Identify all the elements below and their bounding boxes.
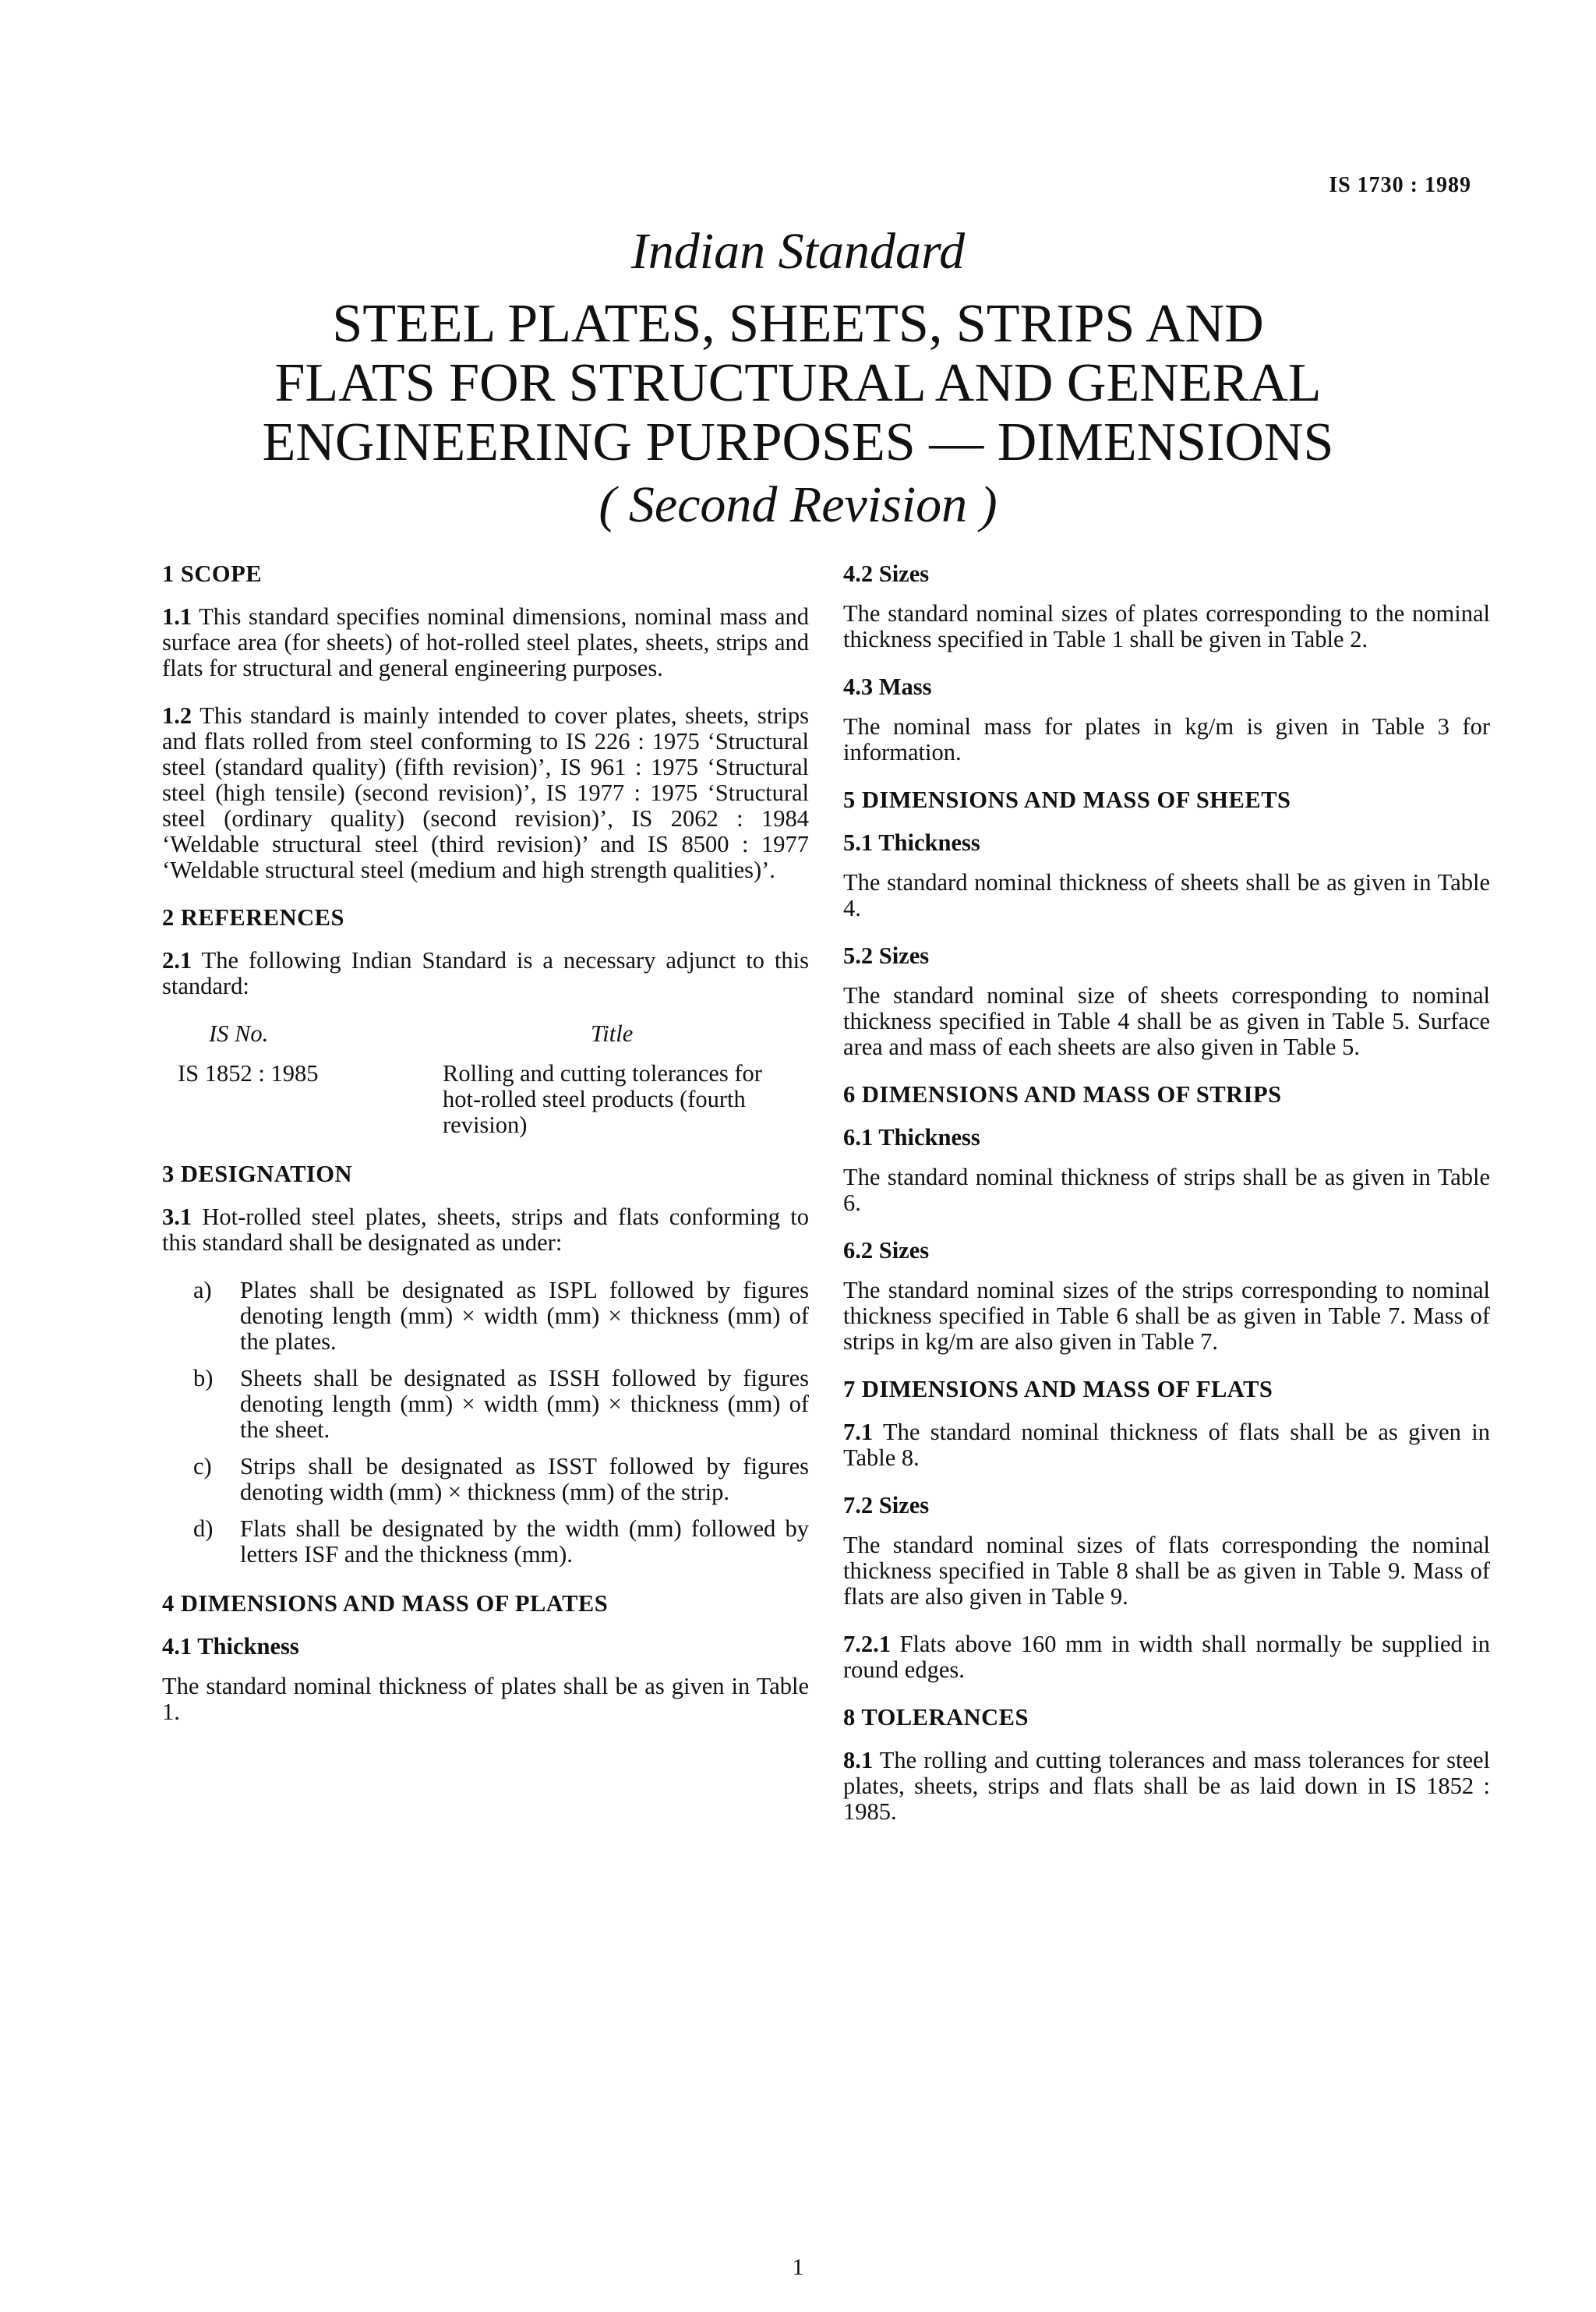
clause-1-2	[162, 703, 809, 883]
title-line-1: STEEL PLATES, SHEETS, STRIPS AND	[332, 294, 1264, 354]
clause-3-1	[162, 1204, 809, 1256]
clause-number: 1.1	[162, 603, 192, 630]
title-line-2: FLATS FOR STRUCTURAL AND GENERAL	[274, 353, 1322, 413]
subsection-heading-sheet-thickness: 5.1 Thickness	[843, 829, 980, 856]
clause-number: 1.2	[162, 702, 192, 729]
section-heading-references: 2 REFERENCES	[162, 904, 344, 931]
clause-number: 7.2.1	[843, 1631, 891, 1657]
clause-text: The rolling and cutting tolerances and mass tolerances for steel plates, sheets, strips and flats shall be as laid down in IS 1852 : 1985.	[843, 1747, 1491, 1825]
clause-number: 8.1	[843, 1747, 874, 1773]
clause-7-2-1	[843, 1631, 1490, 1683]
reference-number: IS 1852 : 1985	[178, 1060, 319, 1087]
section-heading-sheets: 5 DIMENSIONS AND MASS OF SHEETS	[843, 787, 1291, 813]
clause-number: 3.1	[162, 1204, 192, 1230]
references-table	[162, 1021, 809, 1138]
clause-7-1	[843, 1419, 1490, 1471]
section-heading-strips: 6 DIMENSIONS AND MASS OF STRIPS	[843, 1081, 1282, 1108]
clause-4-1: The standard nominal thickness of plates shall be as given in Table 1.	[162, 1673, 809, 1725]
subsection-heading-sheet-sizes: 5.2 Sizes	[843, 942, 930, 969]
clause-text: This standard is mainly intended to cover plates, sheets, strips and flats rolled from steel conforming to IS 226 : 1975 ‘Structural steel (standard quality) (fifth revision)’, IS 961 : 1975 ‘Structural steel (high tensile) (second revision)’, IS 1977 : 1975 ‘Structural steel (ordinary quality) (second revision)’, IS 2062 : 1984 ‘Weldable structural steel (third revision)’ and IS 8500 : 1977 ‘Weldable structural steel (medium and high strength qualities)’.	[162, 702, 810, 883]
column-header-title: Title	[591, 1020, 634, 1047]
list-item	[162, 1454, 809, 1505]
clause-4-2: The standard nominal sizes of plates corresponding to the nominal thickness specified in Table 1 shall be given in Table 2.	[843, 600, 1490, 652]
left-column	[162, 561, 809, 1747]
clause-text: This standard specifies nominal dimensions, nominal mass and surface area (for sheets) of hot-rolled steel plates, sheets, strips and flats for structural and general engineering purposes.	[162, 603, 809, 681]
list-item-label: c)	[193, 1453, 212, 1479]
list-item	[162, 1278, 809, 1355]
clause-text: The following Indian Standard is a necessary adjunct to this standard:	[162, 947, 809, 999]
page-number: 1	[792, 2254, 804, 2280]
document-title	[0, 295, 1596, 472]
clause-2-1	[162, 948, 809, 999]
clause-6-1: The standard nominal thickness of strips shall be as given in Table 6.	[843, 1164, 1490, 1216]
section-heading-flats: 7 DIMENSIONS AND MASS OF FLATS	[843, 1376, 1273, 1402]
clause-4-3: The nominal mass for plates in kg/m is given in Table 3 for information.	[843, 713, 1490, 765]
list-item-label: a)	[193, 1277, 212, 1303]
list-item-text: Flats shall be designated by the width (mm) followed by letters ISF and the thickness (mm).	[240, 1515, 809, 1568]
subsection-heading-plate-sizes: 4.2 Sizes	[843, 560, 930, 587]
table-row	[162, 1061, 809, 1138]
subsection-heading-plate-thickness: 4.1 Thickness	[162, 1633, 299, 1660]
list-item-text: Strips shall be designated as ISST followed by figures denoting width (mm) × thickness (mm) of the strip.	[240, 1453, 809, 1505]
revision-label: ( Second Revision )	[598, 476, 998, 533]
clause-number: 7.1	[843, 1419, 874, 1445]
column-header-is-no: IS No.	[209, 1020, 269, 1047]
list-item	[162, 1516, 809, 1568]
clause-7-2: The standard nominal sizes of flats corresponding the nominal thickness specified in Table 8 shall be as given in Table 9. Mass of flats are also given in Table 9.	[843, 1532, 1490, 1610]
right-column	[843, 561, 1490, 1847]
title-line-3: ENGINEERING PURPOSES — DIMENSIONS	[262, 412, 1334, 472]
standard-number: IS 1730 : 1989	[1329, 173, 1471, 197]
references-header-row	[162, 1021, 809, 1061]
subsection-heading-plate-mass: 4.3 Mass	[843, 673, 932, 700]
list-item-text: Sheets shall be designated as ISSH followed by figures denoting length (mm) × width (mm) × thickness (mm) of the sheet.	[240, 1365, 809, 1443]
section-heading-plates: 4 DIMENSIONS AND MASS OF PLATES	[162, 1590, 609, 1617]
clause-6-2: The standard nominal sizes of the strips corresponding to nominal thickness specified in Table 6 shall be as given in Table 7. Mass of strips in kg/m are also given in Table 7.	[843, 1277, 1490, 1355]
designation-list	[162, 1278, 809, 1568]
section-heading-tolerances: 8 TOLERANCES	[843, 1704, 1029, 1730]
clause-text: The standard nominal thickness of flats shall be as given in Table 8.	[843, 1419, 1491, 1471]
subsection-heading-strip-thickness: 6.1 Thickness	[843, 1124, 980, 1151]
clause-number: 2.1	[162, 947, 192, 974]
clause-8-1	[843, 1748, 1490, 1825]
clause-text: Hot-rolled steel plates, sheets, strips and flats conforming to this standard shall be designated as under:	[162, 1204, 809, 1256]
organization-heading: Indian Standard	[630, 223, 966, 280]
clause-5-1: The standard nominal thickness of sheets shall be as given in Table 4.	[843, 869, 1490, 921]
section-heading-scope: 1 SCOPE	[162, 560, 263, 587]
list-item-label: b)	[193, 1365, 214, 1391]
subsection-heading-flat-sizes: 7.2 Sizes	[843, 1492, 930, 1518]
clause-1-1	[162, 604, 809, 681]
clause-5-2: The standard nominal size of sheets corresponding to nominal thickness specified in Table 4 shall be as given in Table 5. Surface area and mass of each sheets are also given in Table 5.	[843, 982, 1490, 1060]
clause-text: Flats above 160 mm in width shall normally be supplied in round edges.	[843, 1631, 1491, 1683]
list-item	[162, 1366, 809, 1443]
subsection-heading-strip-sizes: 6.2 Sizes	[843, 1237, 930, 1264]
list-item-text: Plates shall be designated as ISPL followed by figures denoting length (mm) × width (mm) × thickness (mm) of the plates.	[240, 1277, 809, 1355]
reference-title: Rolling and cutting tolerances for hot-rolled steel products (fourth revision)	[443, 1060, 762, 1138]
list-item-label: d)	[193, 1515, 214, 1542]
section-heading-designation: 3 DESIGNATION	[162, 1161, 353, 1187]
